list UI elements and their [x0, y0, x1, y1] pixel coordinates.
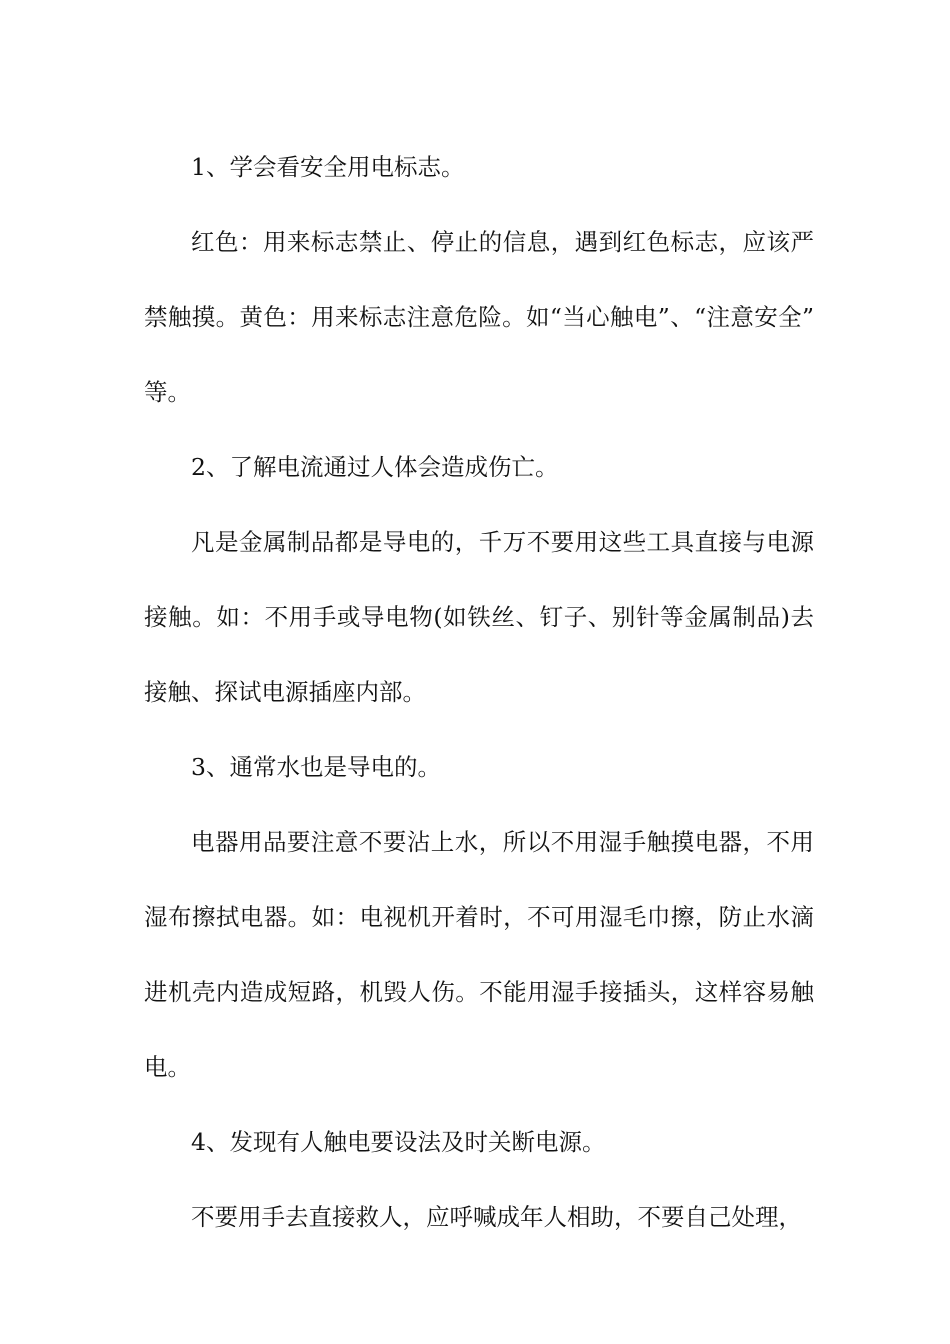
- paragraph-sign-colors: 红色：用来标志禁止、停止的信息，遇到红色标志，应该严禁触摸。黄色：用来标志注意危险。如“当心触电”、“注意安全”等。: [144, 228, 814, 406]
- paragraph-rescue-advice: 不要用手去直接救人，应呼喊成年人相助，不要自己处理，: [191, 1203, 802, 1231]
- heading-4-cut-power: 4、发现有人触电要设法及时关断电源。: [191, 1128, 606, 1156]
- heading-3-water-conductive: 3、通常水也是导电的。: [191, 753, 441, 781]
- document-body: [144, 130, 814, 1255]
- paragraph-water-safety: 电器用品要注意不要沾上水，所以不用湿手触摸电器，不用湿布擦拭电器。如：电视机开着时，不可用湿毛巾擦，防止水滴进机壳内造成短路，机毁人伤。不能用湿手接插头，这样容易触电。: [144, 828, 814, 1081]
- heading-2-current-danger: 2、了解电流通过人体会造成伤亡。: [191, 453, 559, 481]
- paragraph-metal-conductive: 凡是金属制品都是导电的，千万不要用这些工具直接与电源接触。如：不用手或导电物(如铁丝、钉子、别针等金属制品)去接触、探试电源插座内部。: [144, 528, 814, 706]
- heading-1-safety-signs: 1、学会看安全用电标志。: [191, 153, 465, 181]
